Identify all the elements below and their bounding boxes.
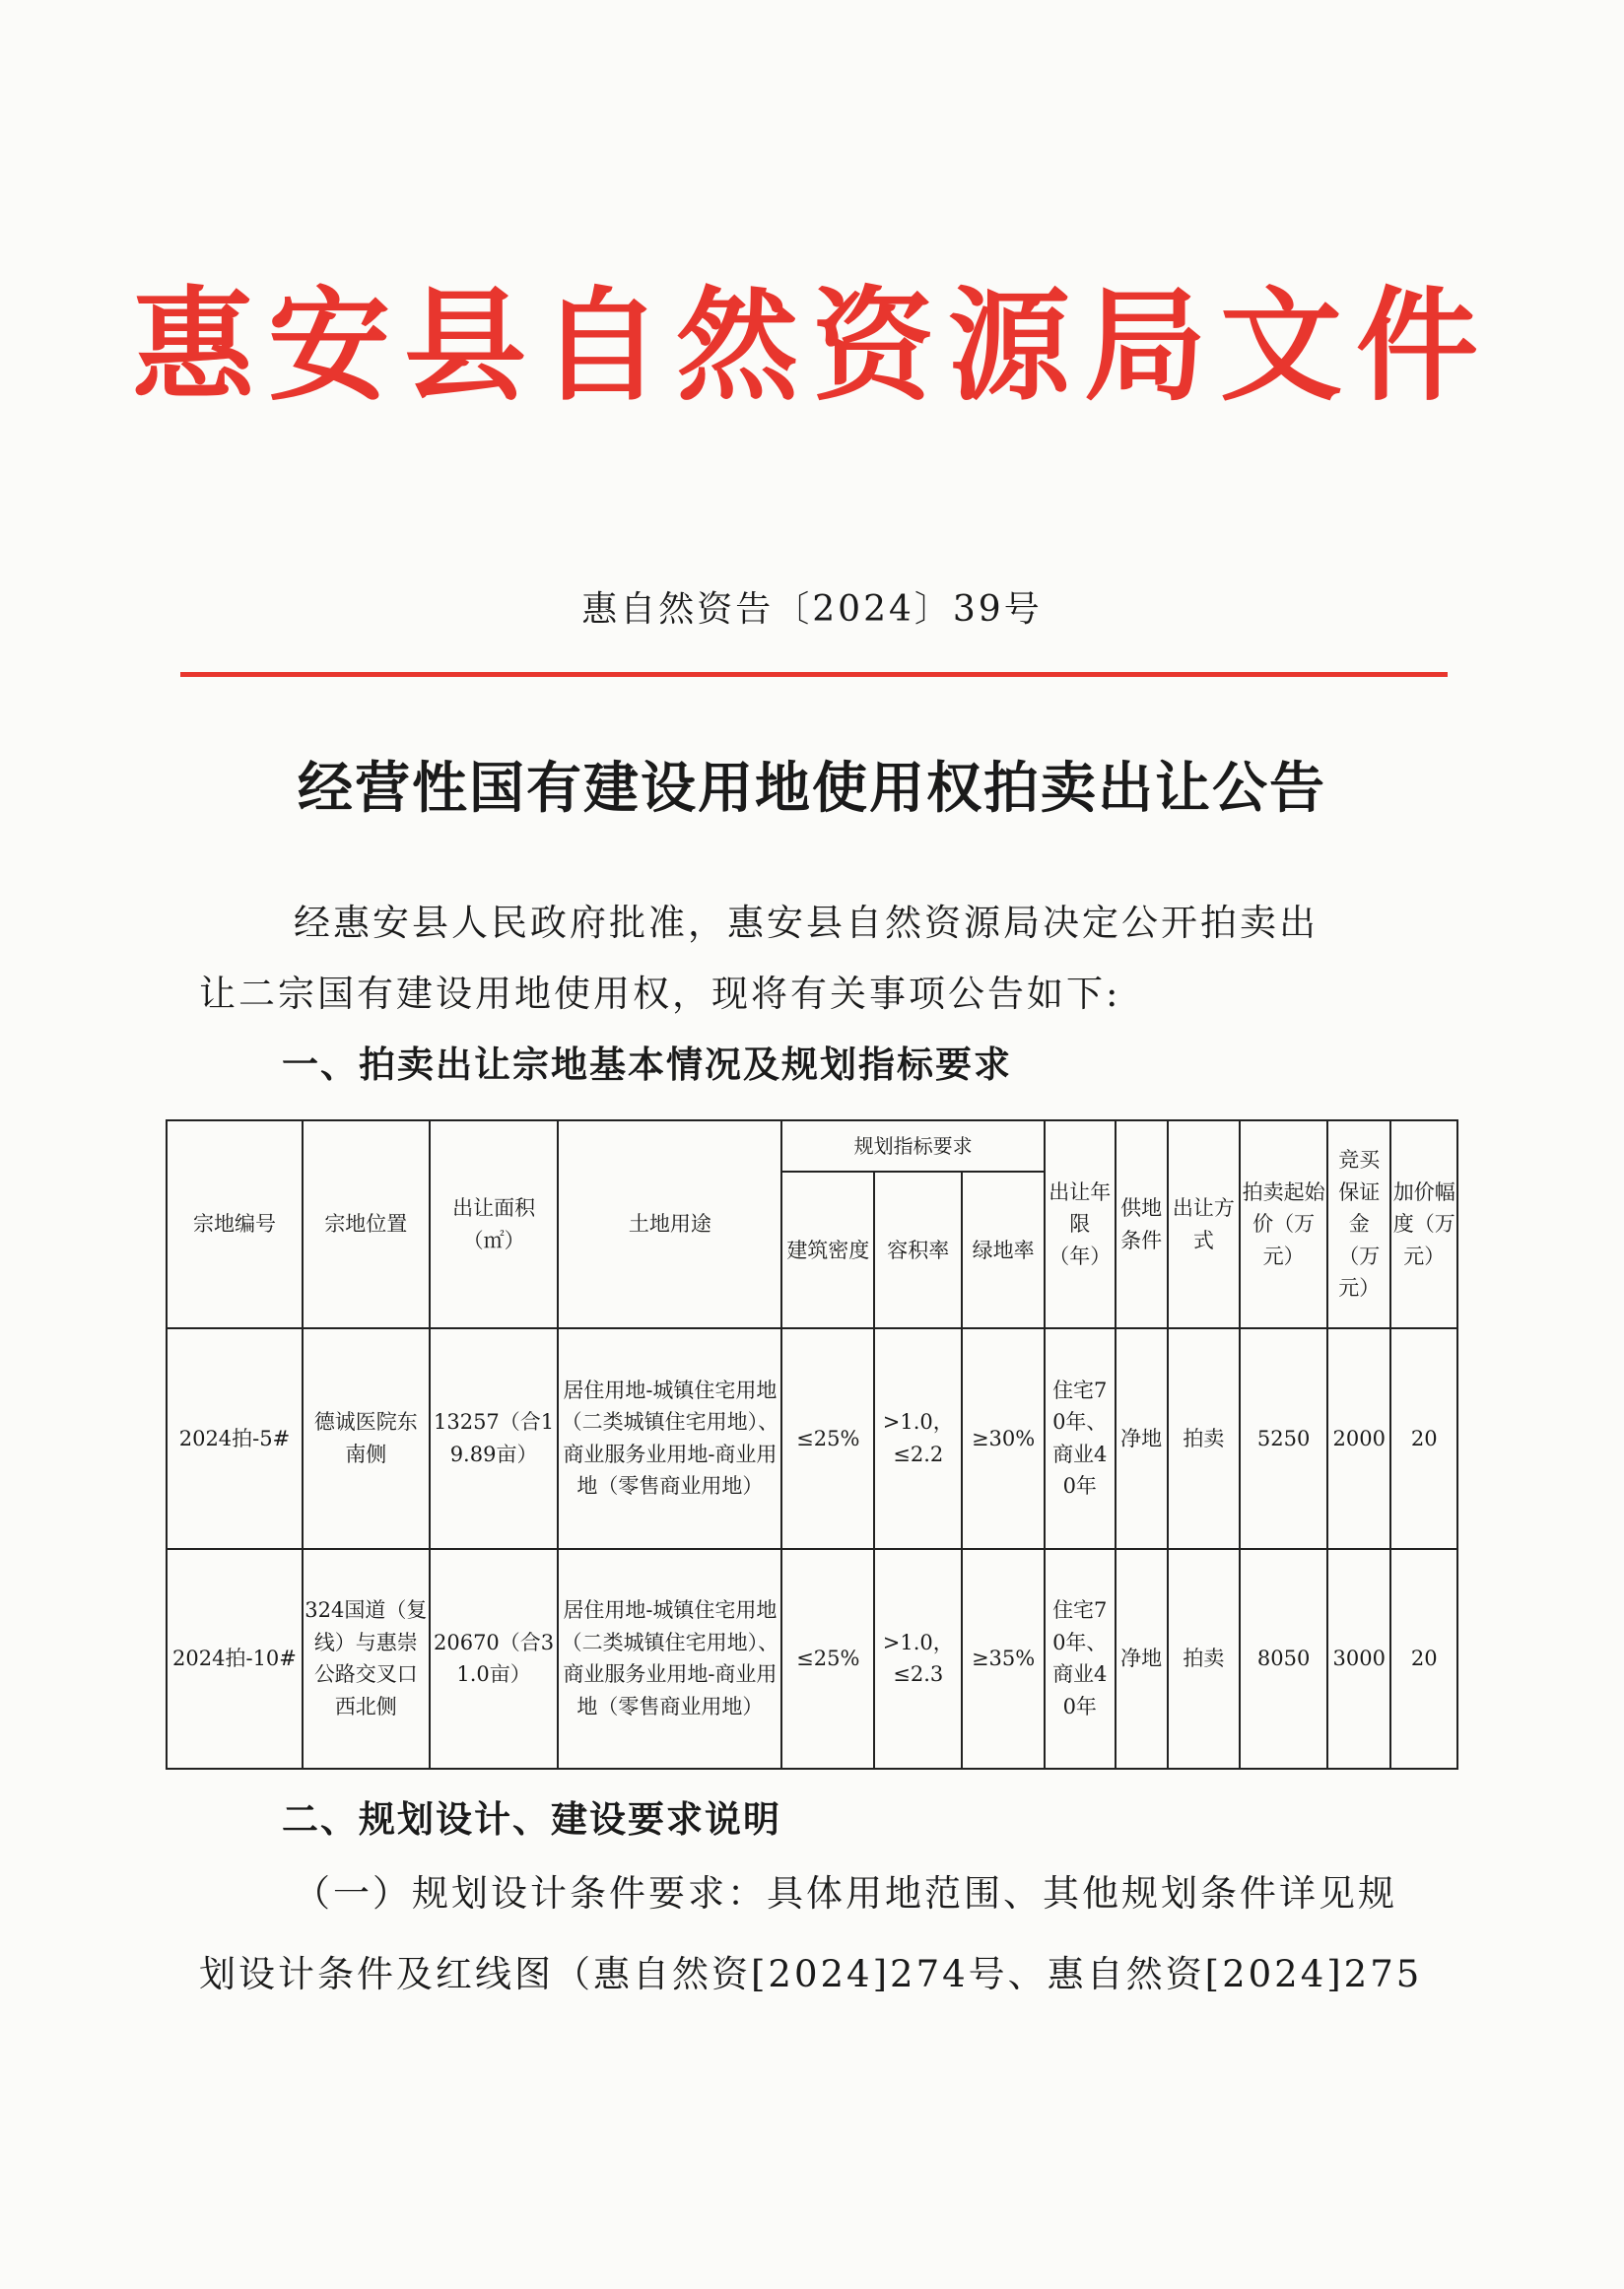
header-supply-condition: 供地条件	[1116, 1120, 1168, 1328]
cell-parcel-no: 2024拍-5#	[167, 1328, 303, 1548]
header-building-density: 建筑密度	[781, 1172, 874, 1328]
cell-method: 拍卖	[1168, 1549, 1241, 1769]
header-start-price: 拍卖起始价（万元）	[1240, 1120, 1327, 1328]
section-1-heading: 一、拍卖出让宗地基本情况及规划指标要求	[282, 1044, 1012, 1086]
cell-land-use: 居住用地-城镇住宅用地（二类城镇住宅用地）、商业服务业用地-商业用地（零售商业用地）	[558, 1549, 781, 1769]
table-row	[167, 1328, 1457, 1548]
header-method: 出让方式	[1168, 1120, 1241, 1328]
document-header-title: 惠安县自然资源局文件	[131, 276, 1492, 418]
section-2-para-line-1: （一）规划设计条件要求：具体用地范围、其他规划条件详见规	[294, 1872, 1397, 1915]
cell-far: >1.0，≤2.3	[874, 1549, 962, 1769]
header-location: 宗地位置	[303, 1120, 430, 1328]
header-green-ratio: 绿地率	[962, 1172, 1045, 1328]
header-far: 容积率	[874, 1172, 962, 1328]
red-divider	[180, 672, 1448, 677]
header-deposit: 竞买保证金（万元）	[1327, 1120, 1390, 1328]
cell-supply-condition: 净地	[1116, 1328, 1168, 1548]
table-row	[167, 1549, 1457, 1769]
cell-parcel-no: 2024拍-10#	[167, 1549, 303, 1769]
cell-start-price: 8050	[1240, 1549, 1327, 1769]
cell-location: 324国道（复线）与惠崇公路交叉口西北侧	[303, 1549, 430, 1769]
intro-line-1: 经惠安县人民政府批准，惠安县自然资源局决定公开拍卖出	[294, 902, 1319, 944]
cell-building-density: ≤25%	[781, 1549, 874, 1769]
cell-start-price: 5250	[1240, 1328, 1327, 1548]
cell-location: 德诚医院东南侧	[303, 1328, 430, 1548]
document-number: 惠自然资告〔2024〕39号	[581, 589, 1043, 630]
cell-green-ratio: ≥30%	[962, 1328, 1045, 1548]
cell-building-density: ≤25%	[781, 1328, 874, 1548]
header-term: 出让年限（年）	[1045, 1120, 1116, 1328]
section-2-para-line-2: 划设计条件及红线图（惠自然资[2024]274号、惠自然资[2024]275	[199, 1953, 1423, 1995]
cell-far: >1.0，≤2.2	[874, 1328, 962, 1548]
header-increment: 加价幅度（万元）	[1390, 1120, 1457, 1328]
cell-green-ratio: ≥35%	[962, 1549, 1045, 1769]
parcel-table	[166, 1119, 1458, 1770]
cell-supply-condition: 净地	[1116, 1549, 1168, 1769]
header-planning-group: 规划指标要求	[781, 1120, 1045, 1172]
cell-term: 住宅70年、商业40年	[1045, 1549, 1116, 1769]
cell-land-use: 居住用地-城镇住宅用地（二类城镇住宅用地）、商业服务业用地-商业用地（零售商业用地）	[558, 1328, 781, 1548]
cell-area: 13257（合19.89亩）	[430, 1328, 559, 1548]
notice-title: 经营性国有建设用地使用权拍卖出让公告	[298, 757, 1326, 821]
cell-deposit: 3000	[1327, 1549, 1390, 1769]
header-area: 出让面积（㎡）	[430, 1120, 559, 1328]
cell-increment: 20	[1390, 1328, 1457, 1548]
cell-method: 拍卖	[1168, 1328, 1241, 1548]
intro-line-2: 让二宗国有建设用地使用权，现将有关事项公告如下:	[199, 973, 1121, 1015]
header-parcel-no: 宗地编号	[167, 1120, 303, 1328]
cell-deposit: 2000	[1327, 1328, 1390, 1548]
header-land-use: 土地用途	[558, 1120, 781, 1328]
cell-increment: 20	[1390, 1549, 1457, 1769]
cell-area: 20670（合31.0亩）	[430, 1549, 559, 1769]
cell-term: 住宅70年、商业40年	[1045, 1328, 1116, 1548]
section-2-heading: 二、规划设计、建设要求说明	[282, 1798, 781, 1841]
